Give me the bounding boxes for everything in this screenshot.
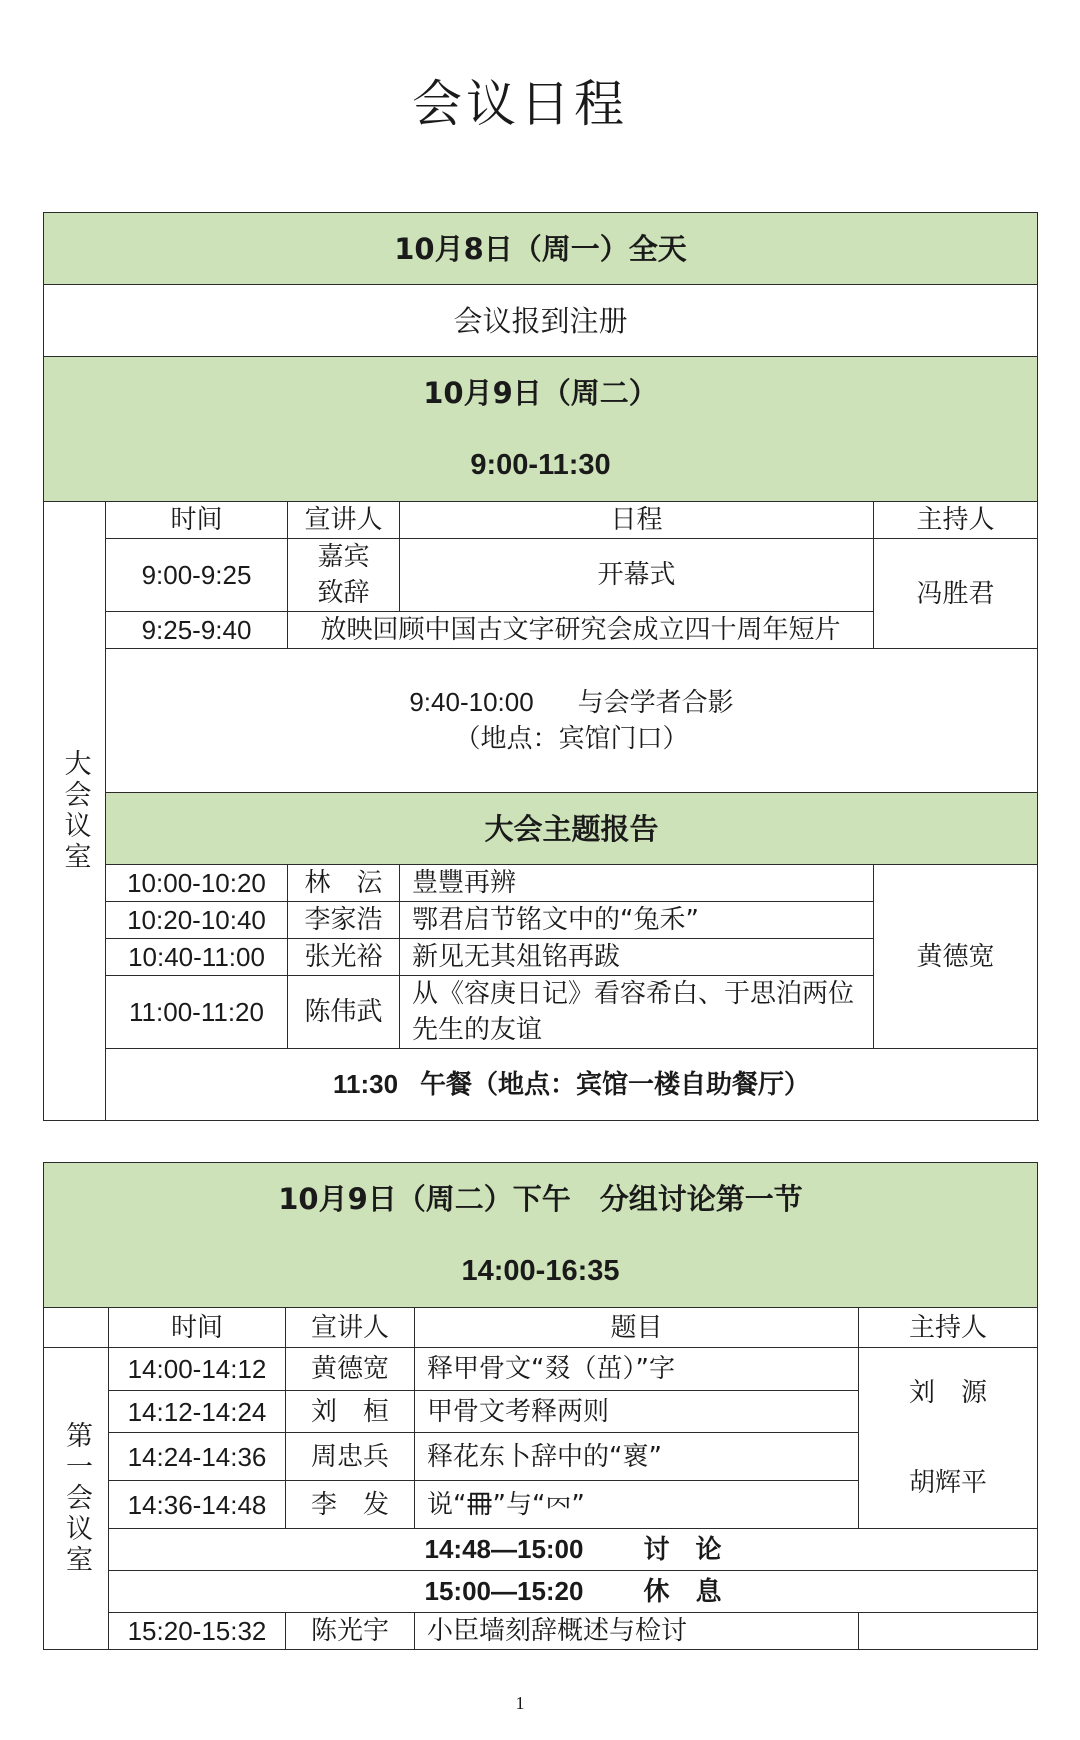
talk-speaker: 陈光宇 bbox=[286, 1613, 415, 1650]
opening-time: 9:00-9:25 bbox=[106, 539, 288, 612]
room-cell bbox=[44, 1348, 109, 1650]
talk-speaker: 李家浩 bbox=[288, 902, 400, 939]
talk-title: 小臣墙刻辞概述与检讨 bbox=[415, 1613, 859, 1650]
day1-header-row bbox=[44, 213, 1038, 285]
talk-speaker: 刘 桓 bbox=[286, 1390, 415, 1433]
col-time: 时间 bbox=[109, 1308, 286, 1348]
day1-header: 10月8日（周一）全天 bbox=[44, 213, 1038, 285]
keynote-header-row bbox=[44, 793, 1038, 865]
room-label: 大会议室 bbox=[59, 749, 91, 873]
talk-title: 甲骨文考释两则 bbox=[415, 1390, 859, 1433]
page-title: 会议日程 bbox=[412, 75, 628, 133]
talk-speaker: 张光裕 bbox=[288, 939, 400, 976]
host-hu: 胡辉平 bbox=[908, 1468, 987, 1498]
opening-speaker-line1: 嘉宾 bbox=[317, 542, 370, 572]
opening-agenda: 开幕式 bbox=[400, 539, 874, 612]
col-speaker: 宣讲人 bbox=[286, 1308, 415, 1348]
host-feng: 冯胜君 bbox=[874, 539, 1038, 649]
talk-title: 说“𠕋”与“𠔿” bbox=[415, 1481, 859, 1529]
day1-registration: 会议报到注册 bbox=[44, 285, 1038, 357]
afternoon-schedule-table bbox=[43, 1162, 1038, 1650]
opening-speaker-line2: 致辞 bbox=[317, 578, 370, 608]
talk-time: 11:00-11:20 bbox=[106, 976, 288, 1049]
afternoon-time: 14:00-16:35 bbox=[461, 1255, 620, 1287]
opening-row bbox=[44, 539, 1038, 612]
col-time: 时间 bbox=[106, 502, 288, 539]
talk-title: 鄂君启节铭文中的“兔禾” bbox=[400, 902, 874, 939]
talk-speaker: 黄德宽 bbox=[286, 1348, 415, 1391]
col-agenda: 日程 bbox=[400, 502, 874, 539]
column-header-row bbox=[44, 1308, 1038, 1348]
host-huang: 黄德宽 bbox=[874, 865, 1038, 1049]
talk-speaker: 陈伟武 bbox=[288, 976, 400, 1049]
discussion-label: 讨 论 bbox=[643, 1535, 722, 1565]
col-topic: 题目 bbox=[415, 1308, 859, 1348]
photo-location: （地点：宾馆门口） bbox=[454, 724, 689, 754]
photo-label: 与会学者合影 bbox=[577, 688, 734, 718]
talk-title: 豊豐再辨 bbox=[400, 865, 874, 902]
talk-time: 15:20-15:32 bbox=[109, 1613, 286, 1650]
room-label: 第一会议室 bbox=[61, 1421, 92, 1576]
break-time: 15:00—15:20 bbox=[424, 1576, 584, 1606]
col-host: 主持人 bbox=[859, 1308, 1038, 1348]
talk-speaker: 周忠兵 bbox=[286, 1433, 415, 1481]
talk-time: 14:36-14:48 bbox=[109, 1481, 286, 1529]
table-row bbox=[44, 1348, 1038, 1391]
morning-schedule-table bbox=[43, 212, 1038, 1121]
break-row bbox=[44, 1571, 1038, 1613]
talk-time: 14:00-14:12 bbox=[109, 1348, 286, 1391]
discussion-row bbox=[44, 1529, 1038, 1571]
talk-time: 14:24-14:36 bbox=[109, 1433, 286, 1481]
keynote-header: 大会主题报告 bbox=[106, 793, 1038, 865]
talk-speaker: 李 发 bbox=[286, 1481, 415, 1529]
room-cell bbox=[44, 502, 106, 1121]
talk-time: 10:00-10:20 bbox=[106, 865, 288, 902]
discussion-time: 14:48—15:00 bbox=[424, 1534, 584, 1564]
day2-header: 10月9日（周二） bbox=[423, 376, 658, 410]
lunch-time: 11:30 bbox=[332, 1069, 399, 1099]
talk-title: 从《容庚日记》看容希白、于思泊两位先生的友谊 bbox=[400, 976, 874, 1049]
talk-title: 新见无其俎铭再跋 bbox=[400, 939, 874, 976]
afternoon-header-row bbox=[44, 1163, 1038, 1308]
photo-row bbox=[44, 649, 1038, 793]
day2-time: 9:00-11:30 bbox=[470, 449, 611, 481]
table-row bbox=[44, 1613, 1038, 1650]
talk-title: 释花东卜辞中的“褱” bbox=[415, 1433, 859, 1481]
col-host: 主持人 bbox=[874, 502, 1038, 539]
table-row bbox=[44, 865, 1038, 902]
film-time: 9:25-9:40 bbox=[106, 612, 288, 649]
col-speaker: 宣讲人 bbox=[288, 502, 400, 539]
break-label: 休 息 bbox=[643, 1577, 722, 1607]
photo-time: 9:40-10:00 bbox=[409, 687, 534, 717]
host-liu: 刘 源 bbox=[908, 1378, 987, 1408]
film-agenda: 放映回顾中国古文字研究会成立四十周年短片 bbox=[288, 612, 874, 649]
talk-time: 10:40-11:00 bbox=[106, 939, 288, 976]
page-number: 1 bbox=[515, 1693, 525, 1713]
talk-time: 14:12-14:24 bbox=[109, 1390, 286, 1433]
talk-time: 10:20-10:40 bbox=[106, 902, 288, 939]
lunch-row bbox=[44, 1049, 1038, 1121]
afternoon-header: 10月9日（周二）下午 分组讨论第一节 bbox=[278, 1182, 803, 1216]
column-header-row bbox=[44, 502, 1038, 539]
day1-body-row bbox=[44, 285, 1038, 357]
lunch-label: 午餐（地点：宾馆一楼自助餐厅） bbox=[420, 1070, 811, 1100]
day2-header-row bbox=[44, 357, 1038, 502]
talk-title: 释甲骨文“叕（茁）”字 bbox=[415, 1348, 859, 1391]
talk-speaker: 林 沄 bbox=[288, 865, 400, 902]
